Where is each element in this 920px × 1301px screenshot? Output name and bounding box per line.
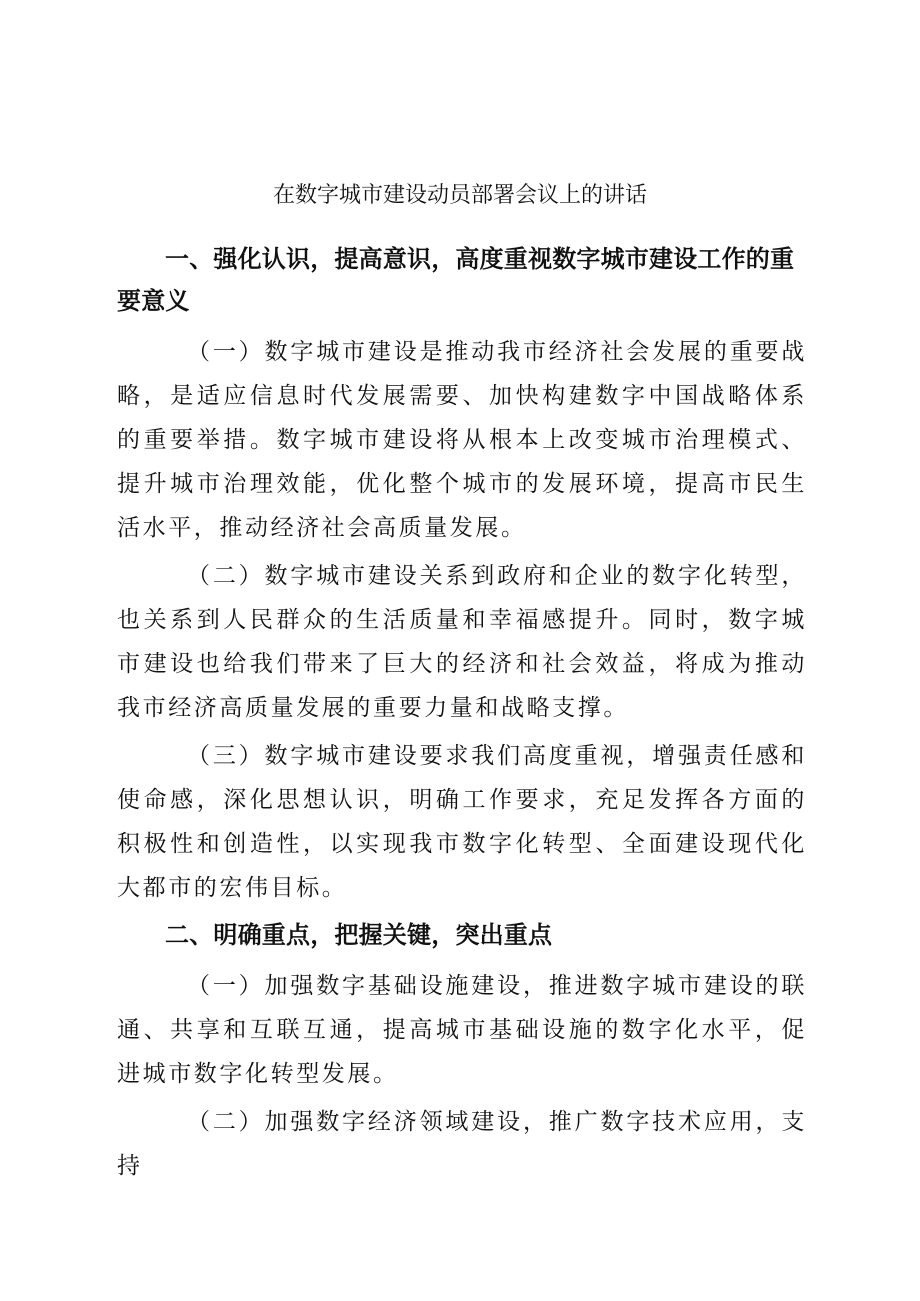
section-1-paragraph-1: （一）数字城市建设是推动我市经济社会发展的重要战略，是适应信息时代发展需要、加快构建数字中国战略体系的重要举措。数字城市建设将从根本上改变城市治理模式、提升城市治理效能，优化整个城市的发展环境，提高市民生活水平，推动经济社会高质量发展。	[117, 339, 807, 541]
section-1-paragraph-2: （二）数字城市建设关系到政府和企业的数字化转型，也关系到人民群众的生活质量和幸福感提升。同时，数字城市建设也给我们带来了巨大的经济和社会效益，将成为推动我市经济高质量发展的重要力量和战略支撑。	[117, 563, 807, 721]
section-heading-1: 一、强化认识，提高意识，高度重视数字城市建设工作的重要意义	[117, 245, 795, 315]
section-heading-2: 二、明确重点，把握关键，突出重点	[165, 921, 553, 949]
section-2-paragraph-1: （一）加强数字基础设施建设，推进数字城市建设的联通、共享和互联互通，提高城市基础设施的数字化水平，促进城市数字化转型发展。	[117, 973, 807, 1087]
document-body	[117, 238, 807, 1192]
section-2-paragraph-2: （二）加强数字经济领域建设，推广数字技术应用，支持	[117, 1109, 807, 1179]
document-title: 在数字城市建设动员部署会议上的讲话	[272, 183, 647, 208]
section-1-paragraph-3: （三）数字城市建设要求我们高度重视，增强责任感和使命感，深化思想认识，明确工作要求，充足发挥各方面的积极性和创造性，以实现我市数字化转型、全面建设现代化大都市的宏伟目标。	[117, 743, 807, 901]
